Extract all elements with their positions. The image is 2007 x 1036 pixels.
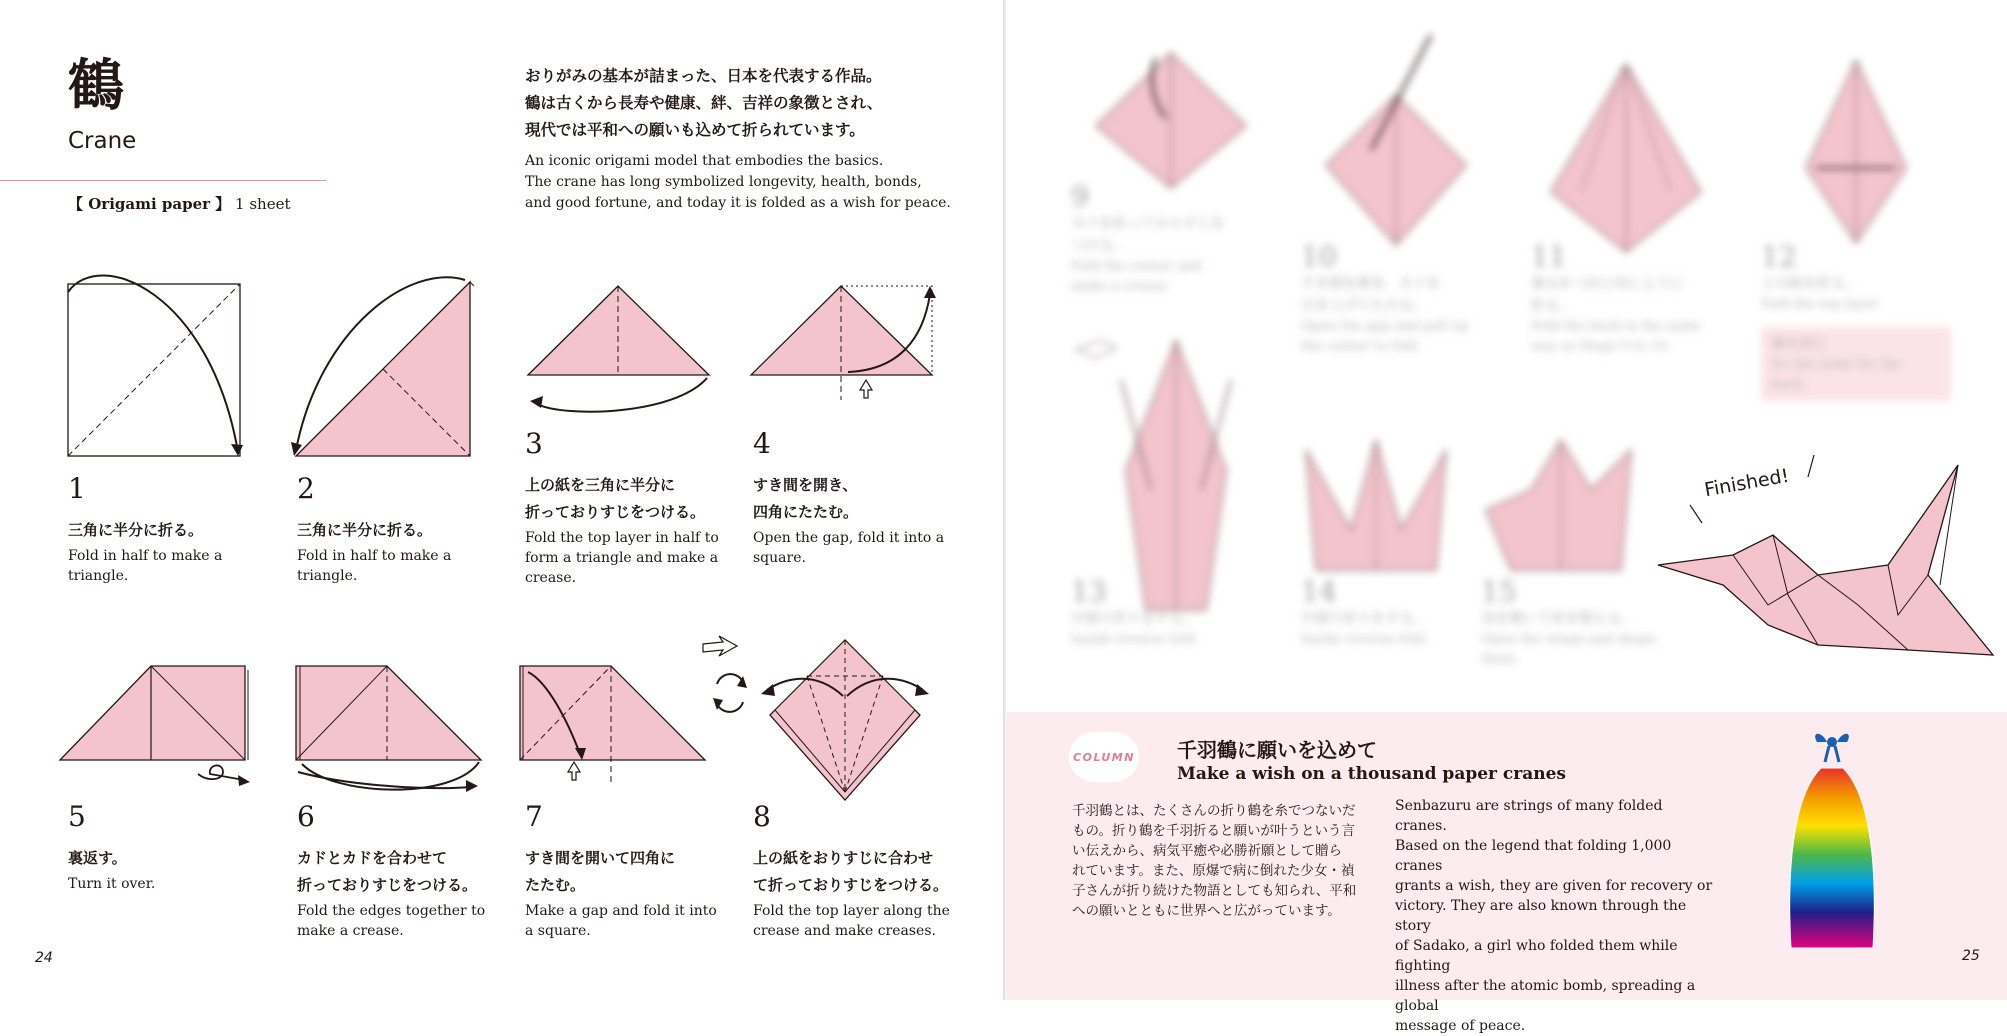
- step-3-diagram: [525, 280, 715, 420]
- column-jp-line: い伝えから、病気平癒や必勝祈願として贈ら: [1072, 843, 1342, 859]
- column-badge: COLUMN: [1069, 732, 1139, 782]
- step-15: [1481, 575, 1671, 670]
- page-number-left: 24: [35, 950, 53, 966]
- page-number-right: 25: [1962, 948, 1980, 964]
- step-en-line: Fold the corner and: [1071, 259, 1202, 274]
- step-en-line: Open the wings and shape: [1481, 632, 1656, 647]
- step-jp-line: すき間を開き、: [753, 476, 858, 494]
- column-jp-line: への願いとともに世界へと広がっています。: [1072, 903, 1341, 919]
- step-15-diagram: [1481, 430, 1641, 580]
- title-divider: [0, 180, 326, 181]
- finished-crane-illustration: [1658, 455, 1998, 665]
- step-jp-line: 羽を開いて形を整える。: [1481, 611, 1635, 627]
- step-11-diagram: [1541, 62, 1711, 262]
- step-jp-line: すき間を開き、カドを: [1301, 276, 1441, 292]
- column-jp-line: 子さんが折り続けた物語としても知られ、平和: [1072, 883, 1357, 899]
- intro-jp-line: 鶴は古くから長寿や健康、絆、吉祥の象徴とされ、: [525, 93, 883, 112]
- column-jp-line: れています。また、原爆で病に倒れた少女・禎: [1072, 863, 1355, 879]
- intro-jp-line: おりがみの基本が詰まった、日本を代表する作品。: [525, 66, 882, 85]
- step-number: 3: [525, 427, 543, 460]
- step-jp-line: カドを折ってからすじを: [1071, 216, 1225, 232]
- step-en-line: a square.: [525, 923, 591, 939]
- step-en-line: make a crease.: [1071, 279, 1171, 294]
- step-7-diagram: [518, 662, 718, 792]
- step-number: 15: [1481, 575, 1517, 608]
- step-2: [297, 472, 512, 586]
- right-page: [1006, 0, 2007, 1034]
- step-12: [1761, 240, 1951, 401]
- step-jp-line: 中割り折りをする。: [1301, 611, 1427, 627]
- step-jp-line: 裏も9〜10と同じように: [1531, 276, 1684, 292]
- step-jp-line: て折っておりすじをつける。: [753, 876, 949, 894]
- step-en-line: Open the gap, fold it into a: [753, 530, 945, 546]
- step-number: 2: [297, 472, 315, 505]
- step-jp-line: 上の紙を折る。: [1761, 276, 1859, 292]
- step-en-line: Fold in half to make a: [297, 548, 452, 564]
- intro-english: [525, 151, 995, 214]
- step-10-diagram: [1311, 30, 1481, 260]
- step-5: [68, 800, 283, 894]
- title-english: Crane: [68, 128, 137, 154]
- intro-jp-line: 現代では平和への願いも込めて折られています。: [525, 120, 865, 139]
- step-number: 1: [68, 472, 86, 505]
- step-number: 5: [68, 800, 86, 833]
- materials-line: [68, 193, 291, 214]
- materials-label: 【 Origami paper 】: [68, 195, 231, 213]
- step-en-line: Make a gap and fold it into: [525, 903, 717, 919]
- step-number: 8: [753, 800, 771, 833]
- column-en-line: message of peace.: [1395, 1018, 1526, 1034]
- step-jp-text: 三角に半分に折る。: [68, 521, 204, 539]
- step-jp-line: すき間を開いて四角に: [525, 849, 676, 867]
- step-en-text: [753, 528, 968, 568]
- step-jp-text: 三角に半分に折る。: [297, 521, 433, 539]
- step-jp-line: 中割り折りをする。: [1071, 611, 1197, 627]
- step-jp-text: [525, 472, 740, 526]
- step-en-line: Fold the top layer along the: [753, 903, 950, 919]
- step-en-text: [525, 528, 740, 588]
- step-en-line: make a crease.: [297, 923, 404, 939]
- step-jp-line: カドとカドを合わせて: [297, 849, 448, 867]
- intro-en-line: The crane has long symbolized longevity, health, bonds,: [525, 174, 922, 190]
- step-jp-line: 折っておりすじをつける。: [525, 503, 706, 521]
- step-en-line: Inside reverse fold.: [1071, 632, 1199, 647]
- note-jp: 裏も同じ: [1771, 336, 1827, 352]
- step-1: [68, 472, 283, 586]
- step-9: [1071, 180, 1261, 297]
- step-en-text: Turn it over.: [68, 876, 156, 892]
- step-4: [753, 427, 968, 568]
- intro-en-line: and good fortune, and today it is folded as a wish for peace.: [525, 195, 951, 211]
- step-jp-line: 上の紙をおりすじに合わせ: [753, 849, 934, 867]
- step-jp-line: 引き上げてたたむ。: [1301, 298, 1427, 314]
- step-jp-line: 折る。: [1531, 298, 1573, 314]
- step-8-diagram: [695, 630, 935, 810]
- step-en-line: Fold the back in the same: [1531, 319, 1702, 334]
- step-en-line: triangle.: [297, 568, 358, 584]
- column-en-line: of Sadako, a girl who folded them while fighting: [1395, 938, 1678, 974]
- step-8: [753, 800, 983, 941]
- title-kanji: 鶴: [68, 53, 124, 119]
- step-jp-text: 裏返す。: [68, 849, 127, 867]
- step-4-diagram: [748, 280, 938, 420]
- step-number: 10: [1301, 240, 1337, 273]
- step-jp-text: [525, 845, 740, 899]
- column-en-line: Based on the legend that folding 1,000 cranes: [1395, 838, 1672, 874]
- step-en-line: Fold in half to make a: [68, 548, 223, 564]
- step-number: 14: [1301, 575, 1337, 608]
- column-jp-line: 千羽鶴とは、たくさんの折り鶴を糸でつないだ: [1072, 803, 1356, 819]
- step-number: 12: [1761, 240, 1797, 273]
- step-number: 6: [297, 800, 315, 833]
- step-en-text: [68, 546, 283, 586]
- step-9-diagram: [1086, 38, 1256, 188]
- step-1-diagram: [60, 262, 250, 462]
- step-en-text: [753, 901, 983, 941]
- finished-label: Finished!: [1702, 464, 1791, 502]
- step-12-note: [1761, 327, 1951, 401]
- column-en-line: Senbazuru are strings of many folded cranes.: [1395, 798, 1663, 834]
- step-6: [297, 800, 512, 941]
- column-body-en: [1395, 796, 1715, 1036]
- step-en-line: crease and make creases.: [753, 923, 936, 939]
- note-en: Do the same for the back.: [1771, 357, 1902, 392]
- step-en-line: Open the gap and pull up: [1301, 319, 1469, 334]
- step-jp-line: たたむ。: [525, 876, 586, 894]
- step-en-line: way as Steps 9 to 10.: [1531, 339, 1672, 354]
- step-en-line: crease.: [525, 570, 577, 586]
- materials-quantity: 1 sheet: [235, 195, 291, 213]
- step-en-line: triangle.: [68, 568, 129, 584]
- step-jp-text: [297, 845, 512, 899]
- step-en-line: the corner to fold.: [1301, 339, 1421, 354]
- step-en-line: Fold the top layer.: [1761, 297, 1881, 312]
- step-number: 13: [1071, 575, 1107, 608]
- column-en-line: grants a wish, they are given for recovery or: [1395, 878, 1713, 894]
- column-en-line: victory. They are also known through the story: [1395, 898, 1687, 934]
- intro-japanese: [525, 62, 985, 143]
- step-number: 9: [1071, 180, 1089, 213]
- step-5-diagram: [58, 662, 258, 792]
- column-body-jp: [1072, 801, 1372, 921]
- step-en-text: [297, 901, 512, 941]
- step-12-diagram: [1796, 58, 1916, 248]
- step-14-diagram: [1296, 430, 1456, 580]
- step-en-text: [297, 546, 512, 586]
- step-en-line: Fold the top layer in half to: [525, 530, 719, 546]
- step-en-line: Fold the edges together to: [297, 903, 486, 919]
- step-en-text: [525, 901, 740, 941]
- step-jp-text: [753, 472, 968, 526]
- intro-en-line: An iconic origami model that embodies the basics.: [525, 153, 884, 169]
- step-14: [1301, 575, 1491, 650]
- step-en-line: square.: [753, 550, 806, 566]
- column-title-en: Make a wish on a thousand paper cranes: [1177, 764, 1566, 784]
- column-title-jp: 千羽鶴に願いを込めて: [1177, 738, 1377, 762]
- step-2-diagram: [290, 268, 480, 468]
- senbazuru-illustration: [1781, 728, 1891, 958]
- step-13: [1071, 575, 1261, 650]
- step-jp-text: [753, 845, 983, 899]
- step-11: [1531, 240, 1721, 357]
- step-number: 4: [753, 427, 771, 460]
- step-jp-line: つける。: [1071, 238, 1127, 254]
- step-10: [1301, 240, 1491, 357]
- step-7: [525, 800, 740, 941]
- step-6-diagram: [294, 662, 494, 802]
- step-jp-line: 折っておりすじをつける。: [297, 876, 478, 894]
- step-en-line: form a triangle and make a: [525, 550, 719, 566]
- step-en-line: them.: [1481, 652, 1519, 667]
- step-3: [525, 427, 740, 588]
- step-number: 7: [525, 800, 543, 833]
- column-jp-line: もの。折り鶴を千羽折ると願いが叶うという言: [1072, 823, 1355, 839]
- step-jp-line: 四角にたたむ。: [753, 503, 859, 521]
- step-en-line: Inside reverse fold.: [1301, 632, 1429, 647]
- step-jp-line: 上の紙を三角に半分に: [525, 476, 676, 494]
- step-number: 11: [1531, 240, 1567, 273]
- left-page: [0, 0, 1003, 1000]
- column-en-line: illness after the atomic bomb, spreading a global: [1395, 978, 1696, 1014]
